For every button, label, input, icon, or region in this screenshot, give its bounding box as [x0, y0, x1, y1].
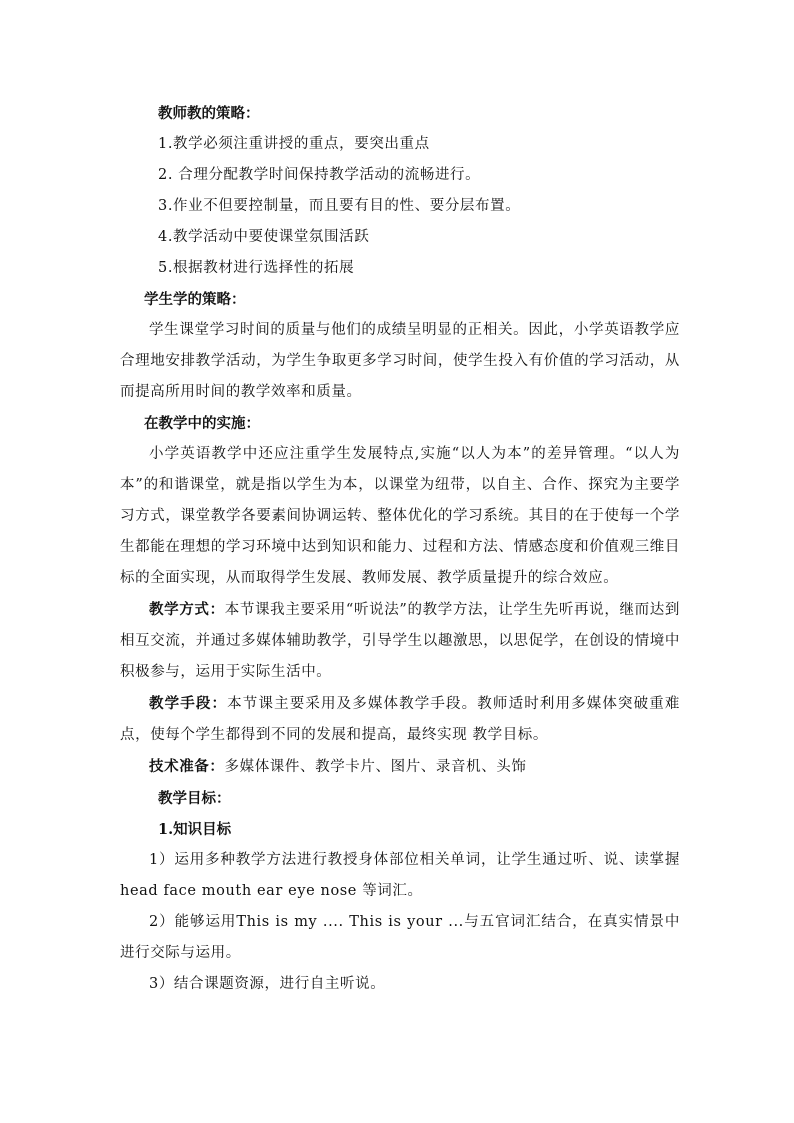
- teacher-strategy-heading: 教师教的策略：: [158, 105, 260, 122]
- implementation-paragraph: 小学英语教学中还应注重学生发展特点,实施“以人为本”的差异管理。“以人为本”的和谐课堂，就是指以学生为本，以课堂为纽带，以自主、合作、探究为主要学习方式，课堂教学各要素间协调运转、整体优化的学习系统。其目的在于使每一个学生都能在理想的学习环境中达到知识和能力、过程和方法、情感态度和价值观三维目标的全面实现，从而取得学生发展、教师发展、教学质量提升的综合效应。: [120, 446, 680, 586]
- tech-prep-text: 多媒体课件、教学卡片、图片、录音机、头饰: [224, 759, 527, 775]
- knowledge-goal-heading: 1.知识目标: [158, 821, 232, 838]
- knowledge-goal-item-2: 2）能够运用This is my .... This is your ...与五官词汇结合，在真实情景中进行交际与运用。: [120, 914, 680, 961]
- teaching-goals-heading: 教学目标：: [158, 790, 231, 807]
- teaching-method-label: 教学方式：: [149, 601, 225, 618]
- teacher-strategy-item-3: 3.作业不但要控制量，而且要有目的性、要分层布置。: [158, 198, 521, 214]
- teacher-strategy-item-5: 5.根据教材进行选择性的拓展: [158, 260, 355, 276]
- teacher-strategy-item-4: 4.教学活动中要使课堂氛围活跃: [158, 229, 370, 245]
- tech-prep-label: 技术准备：: [149, 758, 225, 775]
- student-strategy-paragraph: 学生课堂学习时间的质量与他们的成绩呈明显的正相关。因此，小学英语教学应合理地安排教学活动，为学生争取更多学习时间，使学生投入有价值的学习活动，从而提高所用时间的教学效率和质量。: [120, 322, 680, 400]
- teaching-method-paragraph: [120, 594, 680, 688]
- knowledge-goal-item-3: 3）结合课题资源，进行自主听说。: [149, 976, 386, 992]
- document-page: [120, 98, 680, 1000]
- teaching-means-paragraph: [120, 688, 680, 751]
- implementation-heading: 在教学中的实施：: [144, 415, 260, 432]
- teacher-strategy-item-1: 1.教学必须注重讲授的重点，要突出重点: [158, 136, 430, 152]
- knowledge-goal-item-1: 1）运用多种教学方法进行教授身体部位相关单词，让学生通过听、说、读掌握head face mouth ear eye nose 等词汇。: [120, 852, 680, 899]
- tech-prep-paragraph: [120, 751, 680, 783]
- teaching-means-text: 本节课主要采用及多媒体教学手段。教师适时利用多媒体突破重难点，使每个学生都得到不同的发展和提高，最终实现 教学目标。: [120, 696, 680, 743]
- student-strategy-heading: 学生学的策略：: [144, 291, 246, 308]
- teaching-method-text: 本节课我主要采用“听说法”的教学方法，让学生先听再说，继而达到相互交流，并通过多媒体辅助教学，引导学生以趣激思，以思促学，在创设的情境中积极参与，运用于实际生活中。: [120, 602, 680, 680]
- teaching-means-label: 教学手段：: [149, 695, 228, 712]
- teacher-strategy-item-2: 2. 合理分配教学时间保持教学活动的流畅进行。: [158, 167, 481, 183]
